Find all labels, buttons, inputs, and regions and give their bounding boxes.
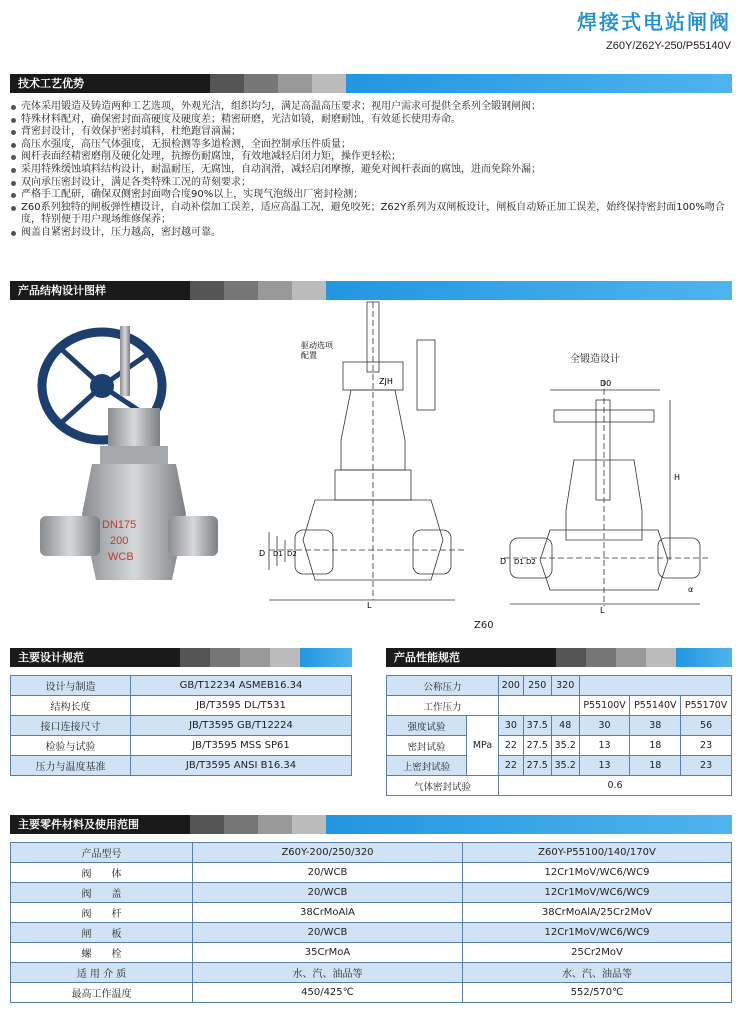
table-row bbox=[387, 676, 732, 696]
table-cell: 48 bbox=[551, 716, 579, 736]
table-cell: 12Cr1MoV/WC6/WC9 bbox=[463, 923, 732, 943]
table-cell: 23 bbox=[681, 756, 732, 776]
forged-section-drawing bbox=[500, 370, 715, 615]
table-row bbox=[387, 736, 732, 756]
table-row bbox=[387, 776, 732, 796]
dimension-label: D2 bbox=[287, 550, 297, 558]
table-cell: 0.6 bbox=[499, 776, 732, 796]
list-item: 严格手工配研，确保双侧密封面吻合度90%以上，实现气泡级出厂密封检测； bbox=[10, 189, 732, 202]
section-title-advantages: 技术工艺优势 bbox=[10, 74, 210, 93]
table-row bbox=[11, 923, 732, 943]
table-row bbox=[11, 696, 352, 716]
dimension-label: D1 bbox=[273, 550, 283, 558]
section-title-materials: 主要零件材料及使用范围 bbox=[10, 815, 190, 834]
table-cell: 公称压力 bbox=[387, 676, 499, 696]
table-cell: 38CrMoAlA bbox=[193, 903, 463, 923]
section-bar-design-specs bbox=[10, 648, 352, 667]
table-cell: 20/WCB bbox=[193, 863, 463, 883]
table-cell: 上密封试验 bbox=[387, 756, 467, 776]
dimension-label: H bbox=[674, 473, 681, 482]
table-row bbox=[11, 716, 352, 736]
table-row bbox=[11, 843, 732, 863]
table-cell: 37.5 bbox=[523, 716, 551, 736]
list-item: 高压水强度，高压气体强度，无损检测等多道检测，全面控制承压件质量； bbox=[10, 139, 732, 152]
table-cell: JB/T3595 DL/T531 bbox=[131, 696, 352, 716]
valve-photo bbox=[30, 318, 220, 618]
table-cell: 320 bbox=[551, 676, 579, 696]
table-row bbox=[387, 756, 732, 776]
table-row bbox=[11, 903, 732, 923]
design-specs-table bbox=[10, 675, 352, 776]
table-cell: 250 bbox=[523, 676, 551, 696]
list-item: 阀杆表面经精密磨削及硬化处理，抗擦伤耐腐蚀，有效地减轻启闭力矩，操作更轻松； bbox=[10, 151, 732, 164]
table-cell: 压力与温度基准 bbox=[11, 756, 131, 776]
table-cell: GB/T12234 ASMEB16.34 bbox=[131, 676, 352, 696]
table-cell: 设计与制造 bbox=[11, 676, 131, 696]
dimension-label: L bbox=[600, 606, 605, 615]
dimension-label: ZJH bbox=[379, 377, 393, 386]
table-cell: 35.2 bbox=[551, 756, 579, 776]
table-cell: 水、汽、油品等 bbox=[193, 963, 463, 983]
table-cell: 22 bbox=[499, 756, 524, 776]
drive-note: 配置 bbox=[301, 351, 317, 360]
list-item: 双向承压密封设计，满足各类特殊工况的苛刻要求； bbox=[10, 177, 732, 190]
table-cell: P55140V bbox=[630, 696, 681, 716]
table-cell: JB/T3595 GB/T12224 bbox=[131, 716, 352, 736]
list-item: 特殊材料配对，确保密封面高硬度及硬度差；精密研磨，光洁如镜，耐磨耐蚀，有效延长使用寿命。 bbox=[10, 114, 732, 127]
table-cell: MPa bbox=[467, 716, 499, 776]
table-cell: 阀 体 bbox=[11, 863, 193, 883]
table-cell: 水、汽、油品等 bbox=[463, 963, 732, 983]
page-title: 焊接式电站闸阀 bbox=[577, 10, 731, 34]
table-cell: 检验与试验 bbox=[11, 736, 131, 756]
table-cell: 200 bbox=[499, 676, 524, 696]
dimension-label: D bbox=[259, 549, 266, 558]
table-cell: 螺 栓 bbox=[11, 943, 193, 963]
table-cell: 13 bbox=[579, 736, 630, 756]
table-cell: 56 bbox=[681, 716, 732, 736]
table-cell: 工作压力 bbox=[387, 696, 499, 716]
table-cell: 23 bbox=[681, 736, 732, 756]
list-item: Z60系列独特的闸板弹性槽设计，自动补偿加工误差，适应高温工况，避免咬死；Z62Y系列为双闸板设计，闸板自动矫正加工误差，始终保持密封面100%吻合度，特别便于用户现场维修保养； bbox=[10, 202, 732, 227]
table-cell: 20/WCB bbox=[193, 923, 463, 943]
table-cell: 最高工作温度 bbox=[11, 983, 193, 1003]
table-row bbox=[11, 983, 732, 1003]
dimension-label: D1 bbox=[514, 558, 524, 566]
dimension-label: L bbox=[367, 601, 372, 610]
table-cell: 20/WCB bbox=[193, 883, 463, 903]
table-cell: 阀 杆 bbox=[11, 903, 193, 923]
table-cell: 12Cr1MoV/WC6/WC9 bbox=[463, 883, 732, 903]
table-cell: 强度试验 bbox=[387, 716, 467, 736]
table-cell: 18 bbox=[630, 756, 681, 776]
table-cell: 450/425℃ bbox=[193, 983, 463, 1003]
table-cell: P55100V bbox=[579, 696, 630, 716]
section-bar-advantages bbox=[10, 74, 732, 93]
table-row bbox=[11, 736, 352, 756]
table-cell: 35CrMoA bbox=[193, 943, 463, 963]
table-row bbox=[11, 863, 732, 883]
table-row bbox=[387, 696, 732, 716]
table-cell: 13 bbox=[579, 756, 630, 776]
table-cell: 结构长度 bbox=[11, 696, 131, 716]
table-cell: 552/570℃ bbox=[463, 983, 732, 1003]
forged-design-title: 全锻造设计 bbox=[570, 354, 620, 365]
table-cell: 38CrMoAlA/25Cr2MoV bbox=[463, 903, 732, 923]
section-title-structure: 产品结构设计图样 bbox=[10, 281, 190, 300]
table-cell: 气体密封试验 bbox=[387, 776, 499, 796]
section-title-performance: 产品性能规范 bbox=[386, 648, 556, 667]
table-row bbox=[11, 943, 732, 963]
dimension-label: D2 bbox=[526, 558, 536, 566]
advantages-list bbox=[10, 101, 732, 240]
table-cell: 35.2 bbox=[551, 736, 579, 756]
table-cell: 22 bbox=[499, 736, 524, 756]
table-header: 产品型号 bbox=[11, 843, 193, 863]
table-cell: P55170V bbox=[681, 696, 732, 716]
cast-text: DN175 bbox=[102, 519, 137, 531]
table-cell: 38 bbox=[630, 716, 681, 736]
drawing-label-z60: Z60 bbox=[474, 620, 494, 631]
section-bar-materials bbox=[10, 815, 732, 834]
list-item: 壳体采用锻造及铸造两种工艺选项，外观光洁，组织均匀，满足高温高压要求；视用户需求可提供全系列全锻钢闸阀； bbox=[10, 101, 732, 114]
table-header: Z60Y-200/250/320 bbox=[193, 843, 463, 863]
dimension-label: D bbox=[500, 557, 507, 566]
performance-table bbox=[386, 675, 732, 796]
table-row bbox=[11, 756, 352, 776]
cast-text: WCB bbox=[108, 551, 134, 563]
dimension-label: D0 bbox=[600, 379, 612, 388]
table-cell: 密封试验 bbox=[387, 736, 467, 756]
materials-table bbox=[10, 842, 732, 1003]
table-cell: 18 bbox=[630, 736, 681, 756]
table-cell: JB/T3595 ANSI B16.34 bbox=[131, 756, 352, 776]
table-cell: 适 用 介 质 bbox=[11, 963, 193, 983]
section-bar-structure bbox=[10, 281, 732, 300]
table-cell: 12Cr1MoV/WC6/WC9 bbox=[463, 863, 732, 883]
drive-note: 驱动选项 bbox=[301, 341, 333, 350]
table-cell: 30 bbox=[499, 716, 524, 736]
table-cell: 27.5 bbox=[523, 756, 551, 776]
table-cell: 接口连接尺寸 bbox=[11, 716, 131, 736]
list-item: 采用特殊缓蚀填料结构设计，耐温耐压，无腐蚀，自动润滑，减轻启闭摩擦，避免对阀杆表面的腐蚀，进而免除外漏； bbox=[10, 164, 732, 177]
table-cell: 25Cr2MoV bbox=[463, 943, 732, 963]
dimension-label: α bbox=[688, 585, 694, 594]
table-row bbox=[387, 716, 732, 736]
list-item: 阀盖自紧密封设计，压力越高，密封越可靠。 bbox=[10, 227, 732, 240]
table-header: Z60Y-P55100/140/170V bbox=[463, 843, 732, 863]
section-bar-performance bbox=[386, 648, 732, 667]
list-item: 背密封设计，有效保护密封填料，杜绝跑冒滴漏； bbox=[10, 126, 732, 139]
table-cell: 闸 板 bbox=[11, 923, 193, 943]
table-cell: JB/T3595 MSS SP61 bbox=[131, 736, 352, 756]
section-title-design-specs: 主要设计规范 bbox=[10, 648, 180, 667]
table-row bbox=[11, 963, 732, 983]
model-number: Z60Y/Z62Y-250/P55140V bbox=[606, 40, 731, 52]
table-cell: 阀 盖 bbox=[11, 883, 193, 903]
table-cell: 30 bbox=[579, 716, 630, 736]
table-cell: 27.5 bbox=[523, 736, 551, 756]
table-row bbox=[11, 676, 352, 696]
z60-section-drawing bbox=[255, 300, 470, 630]
cast-text: 200 bbox=[110, 535, 129, 547]
table-row bbox=[11, 883, 732, 903]
